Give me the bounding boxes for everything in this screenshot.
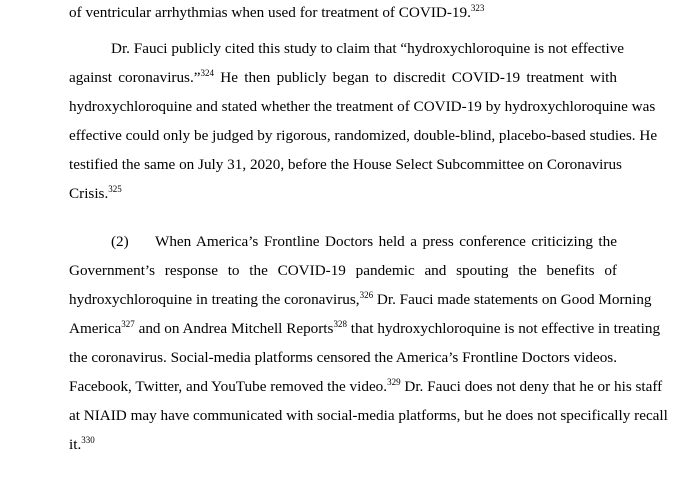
line-text: it. — [69, 436, 82, 453]
text-line-8 — [111, 232, 617, 252]
line-text: Dr. Fauci does not deny that he or his staff — [400, 378, 663, 395]
line-text: the coronavirus. Social-media platforms censored the America’s Frontline Doctors videos. — [69, 349, 617, 366]
footnote-ref-328[interactable]: 328 — [333, 319, 347, 329]
text-line-13 — [69, 377, 663, 397]
line-text: Dr. Fauci publicly cited this study to claim that “hydroxychloroquine is not effective — [111, 40, 625, 57]
text-line-9 — [69, 261, 617, 281]
text-line-11 — [69, 319, 661, 339]
text-line-10 — [69, 290, 652, 310]
line-text: When America’s Frontline Doctors held a press conference criticizing the — [155, 233, 617, 250]
line-text: against coronavirus.” — [69, 69, 201, 86]
footnote-ref-326[interactable]: 326 — [359, 290, 374, 300]
line-text: hydroxychloroquine in treating the coronavirus, — [69, 291, 360, 308]
footnote-ref-329[interactable]: 329 — [387, 377, 401, 387]
line-text: effective could only be judged by rigorous, randomized, double-blind, placebo-based studies. He — [69, 127, 658, 144]
line-text: America — [69, 320, 122, 337]
text-line-7 — [69, 184, 617, 204]
paragraph-number: (2) — [111, 233, 129, 250]
footnote-ref-323[interactable]: 323 — [470, 3, 485, 13]
text-line-5 — [69, 126, 658, 146]
line-text: Government’s response to the COVID-19 pandemic and spouting the benefits of — [69, 262, 617, 279]
text-line-1 — [69, 3, 617, 23]
line-text: at NIAID may have communicated with social-media platforms, but he does not specifically recall — [69, 407, 668, 424]
line-text: hydroxychloroquine and stated whether the treatment of COVID-19 by hydroxychloroquine was — [69, 98, 656, 115]
text-line-15 — [69, 435, 617, 455]
footnote-ref-325[interactable]: 325 — [108, 184, 122, 194]
footnote-ref-327[interactable]: 327 — [121, 319, 135, 329]
line-text: testified the same on July 31, 2020, before the House Select Subcommittee on Coronavirus — [69, 156, 622, 173]
footnote-ref-324[interactable]: 324 — [200, 68, 215, 78]
text-line-12 — [69, 348, 617, 368]
text-line-3 — [69, 68, 617, 88]
line-text: of ventricular arrhythmias when used for treatment of COVID-19. — [69, 4, 471, 21]
line-text: He then publicly began to discredit COVID-19 treatment with — [214, 69, 617, 86]
line-text: Dr. Fauci made statements on Good Morning — [373, 291, 652, 308]
text-line-2 — [111, 39, 625, 59]
text-line-14 — [69, 406, 668, 426]
line-text: and on Andrea Mitchell Reports — [134, 320, 334, 337]
text-line-6 — [69, 155, 622, 175]
line-text: Facebook, Twitter, and YouTube removed the video. — [69, 378, 388, 395]
line-text: Crisis. — [69, 185, 109, 202]
line-text: that hydroxychloroquine is not effective in treating — [346, 320, 661, 337]
text-line-4 — [69, 97, 656, 117]
footnote-ref-330[interactable]: 330 — [81, 435, 95, 445]
